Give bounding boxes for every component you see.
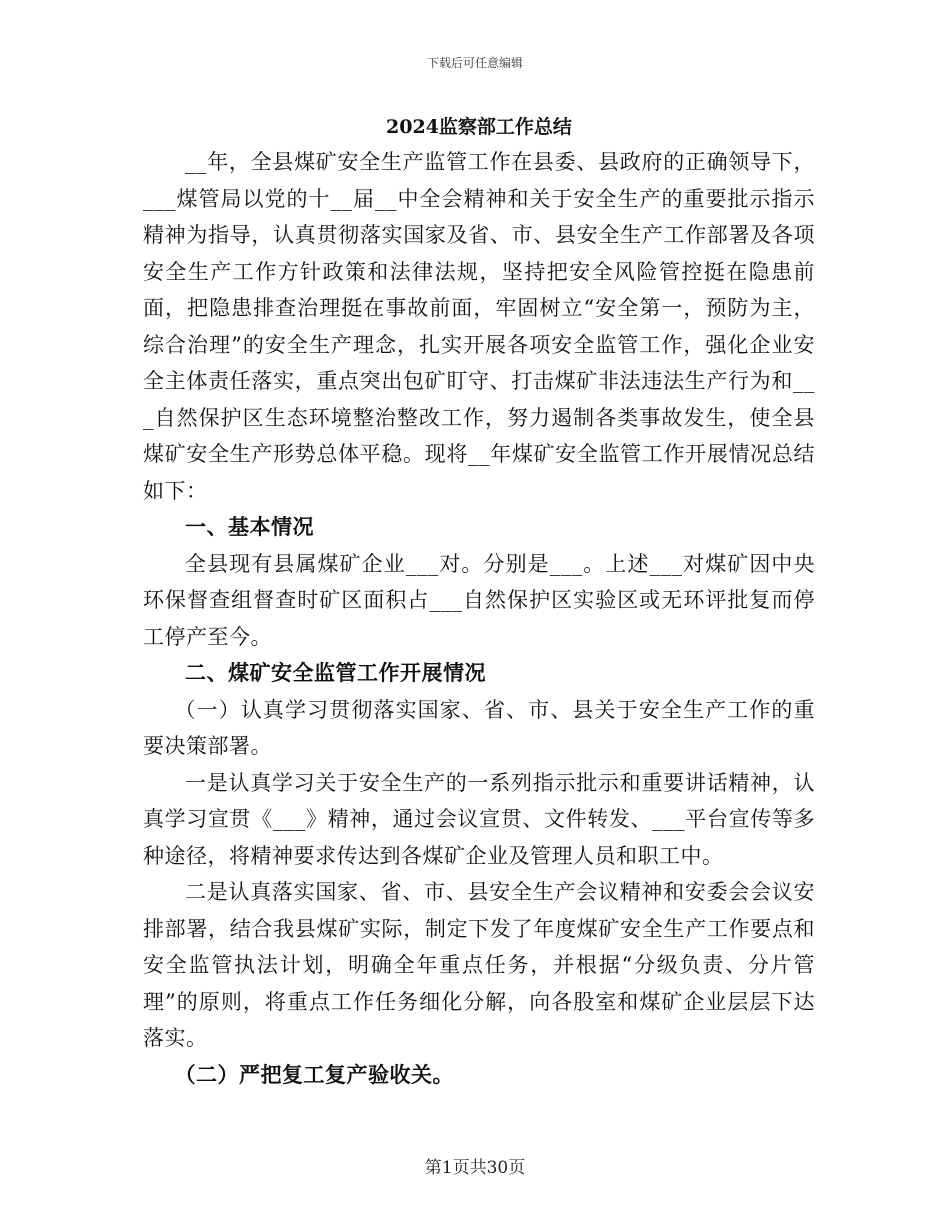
point-two-paragraph: 二是认真落实国家、省、市、县安全生产会议精神和安委会会议安排部署，结合我县煤矿实际，制定下发了年度煤矿安全生产工作要点和安全监管执法计划，明确全年重点任务，并根据“分级负责、分片管理”的原则，将重点工作任务细化分解，向各股室和煤矿企业层层下达落实。 [143,880,815,1050]
page-number-footer: 第1页共30页 [424,1158,526,1178]
document-title: 2024监察部工作总结 [386,116,572,138]
subsection-heading-1: （一）认真学习贯彻落实国家、省、市、县关于安全生产工作的重要决策部署。 [143,697,815,758]
basic-paragraph: 全县现有县属煤矿企业___对。分别是___。上述___对煤矿因中央环保督查组督查时矿区面积占___自然保护区实验区或无环评批复而停工停产至今。 [143,551,815,649]
document-body [143,110,815,1093]
subsection-heading-2: （二）严把复工复产验收关。 [174,1061,454,1087]
header-note: 下载后可任意编辑 [426,56,523,70]
intro-paragraph: __年，全县煤矿安全生产监管工作在县委、县政府的正确领导下，___煤管局以党的十__届__中全会精神和关于安全生产的重要批示指示精神为指导，认真贯彻落实国家及省、市、县安全生产工作部署及各项安全生产工作方针政策和法律法规，坚持把安全风险管控挺在隐患前面，把隐患排查治理挺在事故前面，牢固树立“安全第一，预防为主，综合治理”的安全生产理念，扎实开展各项安全监管工作，强化企业安全主体责任落实，重点突出包矿盯守、打击煤矿非法违法生产行为和___自然保护区生态环境整治整改工作，努力遏制各类事故发生，使全县煤矿安全生产形势总体平稳。现将__年煤矿安全监管工作开展情况总结如下： [143,150,815,503]
section-heading-basic: 一、基本情况 [185,514,314,539]
point-one-paragraph: 一是认真学习关于安全生产的一系列指示批示和重要讲话精神，认真学习宣贯《___》精神，通过会议宣贯、文件转发、___平台宣传等多种途径，将精神要求传达到各煤矿企业及管理人员和职工中。 [143,770,815,868]
section-heading-work: 二、煤矿安全监管工作开展情况 [185,660,486,685]
